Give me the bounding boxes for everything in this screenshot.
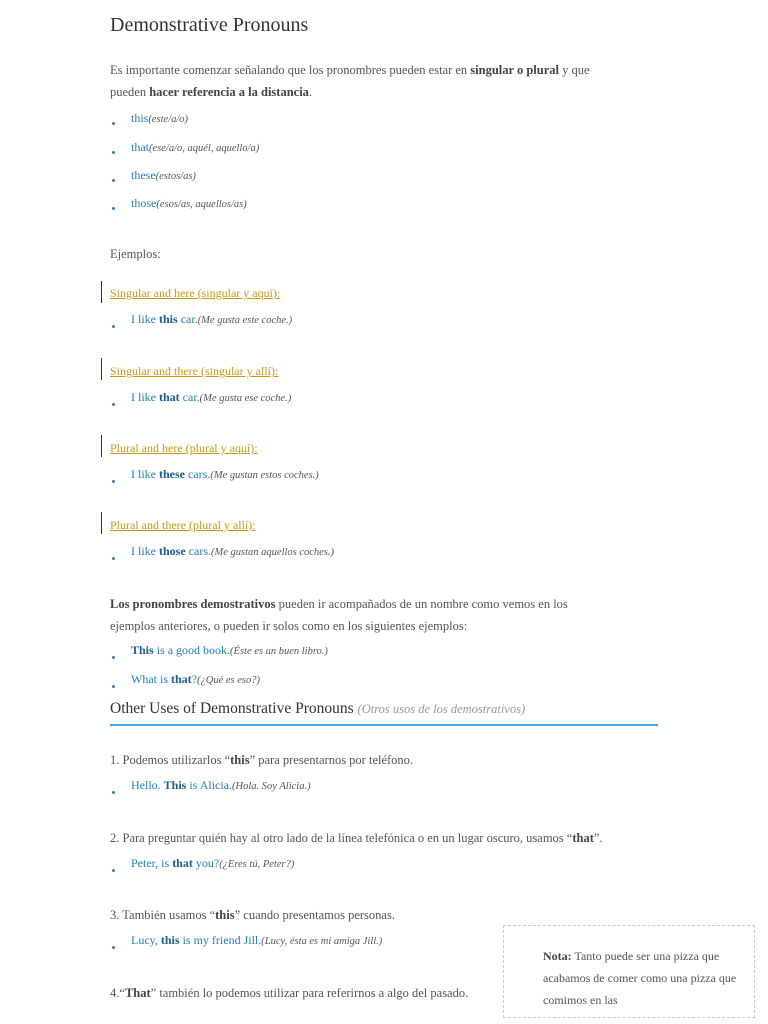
note-body: Tanto puede ser una pizza que acabamos de comer como una pizza que comimos en las <box>543 949 737 1007</box>
example-sentence <box>131 778 311 793</box>
use-item <box>110 904 395 926</box>
use-pronoun: this <box>230 753 250 767</box>
use-text: 4.“ <box>110 986 125 1000</box>
page-title: Demonstrative Pronouns <box>110 14 309 36</box>
intro-bold-1: singular o plural <box>470 63 559 77</box>
example-text: is my friend Jill. <box>179 933 262 947</box>
bullet-icon <box>112 480 115 483</box>
example-pronoun: those <box>159 544 186 558</box>
example-text: I like <box>131 544 159 558</box>
example-sentence <box>131 856 294 871</box>
pronoun-translation: (este/a/o) <box>148 114 188 125</box>
example-translation: (Lucy, ésta es mi amiga Jill.) <box>261 936 383 947</box>
example-translation: (¿Eres tú, Peter?) <box>219 859 295 870</box>
section-marker <box>101 512 102 534</box>
pronoun-item <box>131 167 196 183</box>
pronoun-translation: (esos/as, aquellos/as) <box>156 199 247 210</box>
section-marker <box>101 435 102 457</box>
example-translation: (Éste es un buen libro.) <box>230 646 328 657</box>
section-heading: Singular and here (singular y aquí): <box>110 286 281 300</box>
use-item <box>110 749 413 771</box>
bullet-icon <box>112 791 115 794</box>
example-sentence <box>131 390 291 405</box>
use-pronoun: That <box>124 986 151 1000</box>
use-text: ” para presentarnos por teléfono. <box>249 753 414 767</box>
use-pronoun: this <box>215 908 235 922</box>
example-text: I like <box>131 390 159 404</box>
heading-divider <box>110 724 658 726</box>
bullet-icon <box>112 151 115 154</box>
example-sentence <box>131 544 334 559</box>
example-text: is Alicia. <box>186 778 233 792</box>
bullet-icon <box>112 207 115 210</box>
example-text: ? <box>191 672 197 686</box>
use-text: 1. Podemos utilizarlos “ <box>110 753 231 767</box>
note-label: Nota: <box>543 949 572 963</box>
use-text: ”. <box>593 831 603 845</box>
pronoun-translation: (estos/as) <box>155 171 196 182</box>
example-sentence <box>131 933 382 948</box>
intro-line-2 <box>110 81 312 103</box>
bullet-icon <box>112 946 115 949</box>
example-pronoun: This <box>163 778 187 792</box>
example-pronoun: This <box>131 643 154 657</box>
example-pronoun: that <box>159 390 180 404</box>
pronoun-term: those <box>131 196 157 210</box>
intro-bold-2: hacer referencia a la distancia <box>149 85 309 99</box>
note-box <box>503 925 755 1018</box>
standalone-text: pueden ir acompañados de un nombre como vemos en los <box>275 597 568 611</box>
example-text: Lucy, <box>131 933 161 947</box>
bullet-icon <box>112 122 115 125</box>
example-text: I like <box>131 312 159 326</box>
bullet-icon <box>112 179 115 182</box>
bullet-icon <box>112 557 115 560</box>
example-pronoun: that <box>172 856 193 870</box>
example-translation: (Me gusta ese coche.) <box>199 393 292 404</box>
section-marker <box>101 358 102 380</box>
example-sentence <box>131 672 260 687</box>
other-uses-heading <box>110 700 525 718</box>
example-text: car. <box>179 390 200 404</box>
example-translation: (Hola. Soy Alicia.) <box>232 781 311 792</box>
example-sentence <box>131 467 319 482</box>
use-text: ” también lo podemos utilizar para referirnos a algo del pasado. <box>150 986 469 1000</box>
use-text: 2. Para preguntar quién hay al otro lado de la línea telefónica o en un lugar oscuro, usamos “ <box>110 831 573 845</box>
example-translation: (¿Qué es eso?) <box>197 675 260 686</box>
bullet-icon <box>112 403 115 406</box>
section-heading: Singular and there (singular y allí): <box>110 364 279 378</box>
example-text: What is <box>131 672 171 686</box>
intro-text: Es importante comenzar señalando que los pronombres pueden estar en <box>110 63 471 77</box>
other-uses-subtitle: (Otros usos de los demostrativos) <box>357 702 526 716</box>
pronoun-item <box>131 195 247 211</box>
pronoun-term: these <box>131 168 156 182</box>
use-item <box>110 982 468 1004</box>
use-pronoun: that <box>572 831 594 845</box>
example-text: Peter, is <box>131 856 173 870</box>
example-text: cars. <box>185 544 211 558</box>
standalone-bold: Los pronombres demostrativos <box>110 597 276 611</box>
example-text: you? <box>192 856 220 870</box>
example-text: Hello. <box>131 778 164 792</box>
example-pronoun: these <box>159 467 185 481</box>
section-heading: Plural and here (plural y aquí): <box>110 441 258 455</box>
example-text: cars. <box>185 467 211 481</box>
note-text <box>543 945 743 1011</box>
use-item <box>110 827 603 849</box>
other-uses-title: Other Uses of Demonstrative Pronouns <box>110 700 354 717</box>
example-pronoun: that <box>171 672 192 686</box>
example-text: I like <box>131 467 159 481</box>
pronoun-translation: (ese/a/o, aquél, aquello/a) <box>149 143 260 154</box>
standalone-line-1 <box>110 593 568 615</box>
intro-text: . <box>308 85 313 99</box>
example-text: car. <box>177 312 198 326</box>
pronoun-term: that <box>131 140 149 154</box>
bullet-icon <box>112 869 115 872</box>
standalone-line-2: ejemplos anteriores, o pueden ir solos como en los siguientes ejemplos: <box>110 619 468 633</box>
example-text: is a good book. <box>153 643 231 657</box>
intro-text: y que <box>558 63 590 77</box>
bullet-icon <box>112 325 115 328</box>
bullet-icon <box>112 685 115 688</box>
example-sentence <box>131 312 292 327</box>
pronoun-term: this <box>131 111 149 125</box>
example-sentence <box>131 643 328 658</box>
bullet-icon <box>112 656 115 659</box>
section-marker <box>101 281 102 303</box>
section-heading: Plural and there (plural y allí): <box>110 518 256 532</box>
pronoun-item <box>131 139 259 155</box>
use-text: 3. También usamos “ <box>110 908 216 922</box>
example-translation: (Me gusta este coche.) <box>197 315 293 326</box>
pronoun-item <box>131 110 188 126</box>
intro-text: pueden <box>110 85 150 99</box>
examples-label: Ejemplos: <box>110 247 161 261</box>
example-pronoun: this <box>159 312 178 326</box>
use-text: ” cuando presentamos personas. <box>234 908 395 922</box>
intro-line-1 <box>110 59 590 81</box>
example-translation: (Me gustan estos coches.) <box>210 470 319 481</box>
example-translation: (Me gustan aquellos coches.) <box>211 547 335 558</box>
example-pronoun: this <box>160 933 180 947</box>
